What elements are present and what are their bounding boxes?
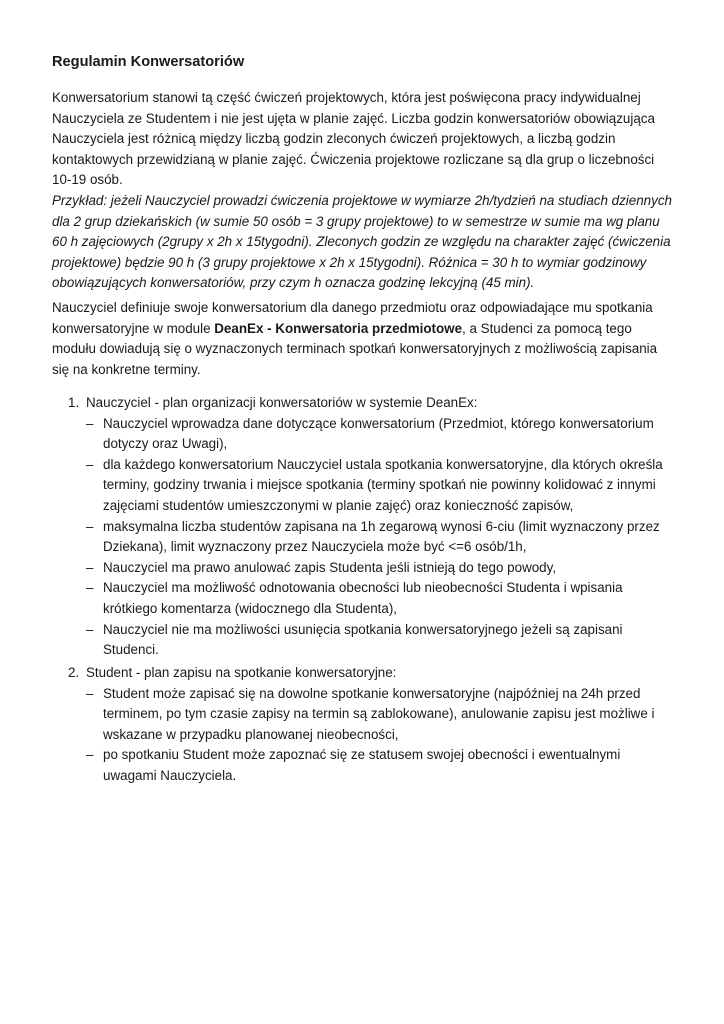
list-item: – dla każdego konwersatorium Nauczyciel ustala spotkania konwersatoryjne, dla których określa terminy, godziny trwania i miejsce spotkania (terminy spotkań nie powinny kolidować z innymi zajęciami studentów umieszczonymi w planie zajęć) oraz konieczność zapisów,: [86, 455, 674, 517]
module-text-before: Nauczyciel definiuje swoje konwersatorium dla danego przedmiotu oraz odpowiadające mu spotkania konwersatoryjne w module: [52, 300, 653, 336]
list-item: – maksymalna liczba studentów zapisana na 1h zegarową wynosi 6-ciu (limit wyznaczony przez Dziekana), limit wyznaczony przez Nauczyciela może być <=6 osób/1h,: [86, 517, 674, 558]
list-item: – Nauczyciel ma możliwość odnotowania obecności lub nieobecności Studenta i wpisania krótkiego komentarza (widocznego dla Studenta),: [86, 578, 674, 619]
section-number: 2.: [68, 665, 80, 680]
section-heading-text: Nauczyciel - plan organizacji konwersatoriów w systemie DeanEx:: [86, 395, 478, 410]
section-heading: [68, 663, 674, 684]
section-number: 1.: [68, 395, 80, 410]
list-item: – Student może zapisać się na dowolne spotkanie konwersatoryjne (najpóźniej na 24h przed terminem, po tym czasie zapisy na termin są zablokowane), anulowanie zapisu jest możliwe i wskazane w przypadku planowanej nieobecności,: [86, 684, 674, 746]
section-student: [52, 663, 674, 787]
module-paragraph: [52, 298, 674, 380]
document-title: Regulamin Konwersatoriów: [52, 54, 245, 70]
section-heading: [68, 393, 674, 414]
student-rules-list: [52, 684, 674, 787]
module-text-after: , a Studenci za pomocą tego modułu dowiadują się o wyznaczonych terminach spotkań konwersatoryjnych z możliwością zapisania się na konkretne terminy.: [52, 320, 658, 377]
teacher-rules-list: [52, 414, 674, 661]
intro-text: Konwersatorium stanowi tą część ćwiczeń projektowych, która jest poświęcona pracy indywidualnej Nauczyciela ze Studentem i nie jest ujęta w planie zajęć. Liczba godzin konwersatoriów obowiązująca Nauczyciela jest różnicą między liczbą godzin zleconych ćwiczeń projektowych, a liczbą godzin kontaktowych przewidzianą w planie zajęć. Ćwiczenia projektowe rozliczane są dla grup o liczebności 10-19 osób.: [52, 90, 655, 188]
section-teacher: [52, 393, 674, 661]
list-item: – Nauczyciel ma prawo anulować zapis Studenta jeśli istnieją do tego powody,: [86, 558, 674, 579]
intro-paragraph: [52, 88, 674, 294]
list-item: – po spotkaniu Student może zapoznać się ze statusem swojej obecności i ewentualnymi uwagami Nauczyciela.: [86, 745, 674, 786]
example-text: Przykład: jeżeli Nauczyciel prowadzi ćwiczenia projektowe w wymiarze 2h/tydzień na studiach dziennych dla 2 grup dziekańskich (w sumie 50 osób = 3 grupy projektowe) to w semestrze w sumie ma wg planu 60 h zajęciowych (2grupy x 2h x 15tygodni). Zleconych godzin ze względu na charakter zajęć (ćwiczenia projektowe) będzie 90 h (3 grupy projektowe x 2h x 15tygodni). Różnica = 30 h to wymiar godzinowy obowiązujących konwersatoriów, przy czym h oznacza godzinę lekcyjną (45 min).: [52, 192, 672, 291]
module-name: DeanEx - Konwersatoria przedmiotowe: [214, 320, 463, 336]
list-item: – Nauczyciel nie ma możliwości usunięcia spotkania konwersatoryjnego jeżeli są zapisani Studenci.: [86, 620, 674, 661]
section-heading-text: Student - plan zapisu na spotkanie konwersatoryjne:: [86, 665, 397, 680]
list-item: – Nauczyciel wprowadza dane dotyczące konwersatorium (Przedmiot, którego konwersatorium dotyczy oraz Uwagi),: [86, 414, 674, 455]
